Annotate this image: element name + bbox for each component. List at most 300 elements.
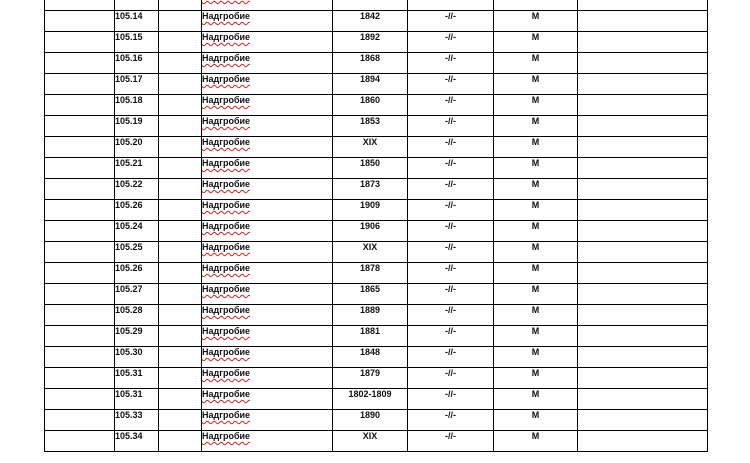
cell-ditto — [408, 410, 494, 431]
number-text: 105.20 — [115, 137, 143, 147]
cell-ditto — [408, 74, 494, 95]
table-row — [45, 368, 708, 389]
date-text: 1906 — [359, 221, 381, 231]
table-row — [45, 221, 708, 242]
cell-number — [115, 74, 159, 95]
cell-number — [115, 263, 159, 284]
cell-blank — [159, 74, 202, 95]
cell-blank — [578, 11, 708, 32]
category-text: М — [531, 221, 540, 231]
cell-number — [115, 368, 159, 389]
category-text: М — [531, 137, 540, 147]
cell-blank — [45, 242, 115, 263]
cell-date — [333, 137, 408, 158]
ditto-text: -//- — [445, 158, 456, 168]
ditto-text: -//- — [445, 95, 456, 105]
cell-category — [494, 221, 578, 242]
number-text: 105.26 — [115, 200, 143, 210]
date-text: 1879 — [359, 368, 381, 378]
cell-name — [202, 95, 333, 116]
table-row — [45, 410, 708, 431]
number-text: 105.33 — [115, 410, 143, 420]
cell-date — [333, 53, 408, 74]
cell-name — [202, 263, 333, 284]
cell-date — [333, 368, 408, 389]
cell-name — [202, 0, 333, 11]
cell-blank — [159, 179, 202, 200]
cell-number — [115, 200, 159, 221]
date-text: 1848 — [359, 347, 381, 357]
cell-date — [333, 11, 408, 32]
cell-category — [494, 200, 578, 221]
number-text: 105.15 — [115, 32, 143, 42]
category-text: М — [531, 410, 540, 420]
ditto-text: -//- — [445, 431, 456, 441]
cell-blank — [45, 431, 115, 452]
cell-name — [202, 368, 333, 389]
cell-blank — [159, 368, 202, 389]
cell-number — [115, 32, 159, 53]
cell-name — [202, 347, 333, 368]
date-text: 1850 — [359, 158, 381, 168]
cell-ditto — [408, 179, 494, 200]
date-text: 1909 — [359, 200, 381, 210]
ditto-text: -//- — [445, 137, 456, 147]
cell-ditto — [408, 53, 494, 74]
cell-date — [333, 221, 408, 242]
cell-number — [115, 179, 159, 200]
cell-blank — [45, 410, 115, 431]
cell-category — [494, 263, 578, 284]
name-text: Надгробие — [202, 137, 251, 147]
cell-category — [494, 326, 578, 347]
cell-blank — [578, 347, 708, 368]
cell-name — [202, 284, 333, 305]
ditto-text: -//- — [445, 368, 456, 378]
cell-ditto — [408, 221, 494, 242]
date-text: 1865 — [359, 284, 381, 294]
date-text: 1842 — [359, 11, 381, 21]
cell-date — [333, 179, 408, 200]
cell-blank — [578, 368, 708, 389]
category-text: М — [531, 347, 540, 357]
cell-name — [202, 326, 333, 347]
cell-name — [202, 32, 333, 53]
cell-blank — [45, 263, 115, 284]
table-row — [45, 263, 708, 284]
table-row — [45, 95, 708, 116]
cell-date — [333, 242, 408, 263]
cell-category — [494, 431, 578, 452]
cell-category — [494, 242, 578, 263]
cell-number — [115, 116, 159, 137]
date-text: 1868 — [359, 53, 381, 63]
cell-blank — [159, 116, 202, 137]
cell-blank — [159, 11, 202, 32]
number-text: 105.19 — [115, 116, 143, 126]
cell-blank — [45, 158, 115, 179]
date-text: 1802-1809 — [348, 389, 392, 399]
ditto-text: -//- — [445, 53, 456, 63]
cell-ditto — [408, 347, 494, 368]
cell-ditto — [408, 11, 494, 32]
cell-blank — [45, 95, 115, 116]
cell-date — [333, 116, 408, 137]
table-row — [45, 137, 708, 158]
cell-blank — [159, 410, 202, 431]
cell-blank — [159, 284, 202, 305]
cell-category — [494, 347, 578, 368]
cell-number — [115, 389, 159, 410]
number-text: 105.21 — [115, 158, 143, 168]
ditto-text: -//- — [445, 200, 456, 210]
cell-number — [115, 95, 159, 116]
table-row — [45, 242, 708, 263]
category-text: М — [531, 389, 540, 399]
cell-category — [494, 116, 578, 137]
name-text: Надгробие — [202, 431, 251, 441]
category-text: М — [531, 200, 540, 210]
cell-category — [494, 53, 578, 74]
table-row — [45, 200, 708, 221]
number-text: 105.31 — [115, 389, 143, 399]
cell-date — [333, 32, 408, 53]
name-text: Надгробие — [202, 305, 251, 315]
name-text: Надгробие — [202, 179, 251, 189]
cell-ditto — [408, 95, 494, 116]
cell-blank — [578, 32, 708, 53]
date-text: 1873 — [359, 179, 381, 189]
name-text: Надгробие — [202, 389, 251, 399]
name-text: Надгробие — [202, 11, 251, 21]
cell-blank — [578, 200, 708, 221]
number-text: 105.22 — [115, 179, 143, 189]
cell-blank — [578, 284, 708, 305]
cell-blank — [159, 263, 202, 284]
cell-name — [202, 410, 333, 431]
cell-blank — [578, 137, 708, 158]
number-text: 105.28 — [115, 305, 143, 315]
name-text: Надгробие — [202, 326, 251, 336]
cell-blank — [159, 389, 202, 410]
ditto-text: -//- — [445, 305, 456, 315]
number-text: 105.29 — [115, 326, 143, 336]
category-text: М — [531, 116, 540, 126]
cell-ditto — [408, 389, 494, 410]
cell-date — [333, 305, 408, 326]
name-text: Надгробие — [202, 95, 251, 105]
cell-number — [115, 326, 159, 347]
name-text: Надгробие — [202, 410, 251, 420]
cell-date — [333, 0, 408, 11]
cell-number — [115, 284, 159, 305]
cell-name — [202, 305, 333, 326]
table-row — [45, 326, 708, 347]
cell-blank — [578, 74, 708, 95]
table-row — [45, 284, 708, 305]
cell-blank — [578, 242, 708, 263]
date-text: 1889 — [359, 305, 381, 315]
number-text: 105.25 — [115, 242, 143, 252]
cell-ditto — [408, 32, 494, 53]
cell-number — [115, 53, 159, 74]
date-text: 1881 — [359, 326, 381, 336]
cell-ditto — [408, 116, 494, 137]
cell-blank — [578, 431, 708, 452]
cell-name — [202, 179, 333, 200]
date-text: 1892 — [359, 32, 381, 42]
date-text: 1878 — [359, 263, 381, 273]
cell-category — [494, 11, 578, 32]
cell-category — [494, 305, 578, 326]
cell-blank — [159, 431, 202, 452]
table-row-partial — [45, 0, 708, 11]
table-row — [45, 158, 708, 179]
cell-ditto — [408, 137, 494, 158]
cell-blank — [578, 95, 708, 116]
cell-blank — [578, 53, 708, 74]
cell-blank — [45, 284, 115, 305]
cell-blank — [159, 32, 202, 53]
cell-category — [494, 368, 578, 389]
number-text: 105.27 — [115, 284, 143, 294]
cell-number — [115, 137, 159, 158]
ditto-text: -//- — [445, 347, 456, 357]
name-text: Надгробие — [202, 284, 251, 294]
ditto-text: -//- — [445, 389, 456, 399]
date-text: 1894 — [359, 74, 381, 84]
cell-category — [494, 179, 578, 200]
date-text: 1890 — [359, 410, 381, 420]
date-text: XIX — [362, 431, 378, 441]
number-text: 105.31 — [115, 368, 143, 378]
cell-name — [202, 53, 333, 74]
cell-blank — [45, 32, 115, 53]
cell-blank — [45, 347, 115, 368]
cell-ditto — [408, 305, 494, 326]
ditto-text: -//- — [445, 326, 456, 336]
cell-blank — [45, 368, 115, 389]
monument-registry-table — [44, 0, 708, 452]
cell-blank — [578, 0, 708, 11]
table-body — [45, 0, 708, 452]
category-text: М — [531, 11, 540, 21]
cell-blank — [578, 326, 708, 347]
cell-blank — [159, 158, 202, 179]
cell-number — [115, 221, 159, 242]
ditto-text: -//- — [445, 221, 456, 231]
cell-date — [333, 410, 408, 431]
number-text: 105.16 — [115, 53, 143, 63]
cell-ditto — [408, 284, 494, 305]
ditto-text: -//- — [445, 242, 456, 252]
cell-category — [494, 74, 578, 95]
category-text: М — [531, 242, 540, 252]
cell-category — [494, 389, 578, 410]
cell-date — [333, 74, 408, 95]
category-text: М — [531, 53, 540, 63]
category-text: М — [531, 74, 540, 84]
cell-name — [202, 74, 333, 95]
category-text: М — [531, 326, 540, 336]
cell-blank — [159, 53, 202, 74]
ditto-text: -//- — [445, 32, 456, 42]
date-text: 1860 — [359, 95, 381, 105]
cell-name — [202, 389, 333, 410]
cell-date — [333, 326, 408, 347]
cell-name — [202, 431, 333, 452]
cell-number — [115, 410, 159, 431]
cell-number — [115, 158, 159, 179]
cell-name — [202, 242, 333, 263]
table-row — [45, 179, 708, 200]
number-text: 105.34 — [115, 431, 143, 441]
cell-blank — [45, 326, 115, 347]
cell-blank — [159, 242, 202, 263]
table-row — [45, 74, 708, 95]
cell-name — [202, 137, 333, 158]
cell-blank — [45, 74, 115, 95]
category-text: М — [531, 431, 540, 441]
cell-category — [494, 137, 578, 158]
cell-ditto — [408, 431, 494, 452]
name-text: Надгробие — [202, 221, 251, 231]
cell-blank — [578, 305, 708, 326]
cell-number — [115, 431, 159, 452]
cell-number — [115, 347, 159, 368]
number-text: 105.24 — [115, 221, 143, 231]
name-text: Надгробие — [202, 116, 251, 126]
ditto-text: -//- — [445, 116, 456, 126]
cell-category — [494, 32, 578, 53]
cell-date — [333, 158, 408, 179]
table-row — [45, 431, 708, 452]
cell-number — [115, 305, 159, 326]
cell-name — [202, 116, 333, 137]
cell-blank — [45, 221, 115, 242]
ditto-text: -//- — [445, 284, 456, 294]
number-text: 105.30 — [115, 347, 143, 357]
name-text: Надгробие — [202, 263, 251, 273]
ditto-text: -//- — [445, 11, 456, 21]
date-text: XIX — [362, 242, 378, 252]
cell-blank — [45, 389, 115, 410]
cell-date — [333, 389, 408, 410]
name-text: Надгробие — [202, 347, 251, 357]
cell-category — [494, 158, 578, 179]
cell-ditto — [408, 326, 494, 347]
name-text: Надгробие — [202, 158, 251, 168]
cell-name — [202, 158, 333, 179]
cell-date — [333, 95, 408, 116]
cell-blank — [159, 347, 202, 368]
cell-date — [333, 263, 408, 284]
number-text: 105.17 — [115, 74, 143, 84]
cell-blank — [45, 200, 115, 221]
ditto-text: -//- — [445, 179, 456, 189]
name-text: Надгробие — [202, 368, 251, 378]
cell-blank — [159, 200, 202, 221]
table-row — [45, 53, 708, 74]
cell-number — [115, 11, 159, 32]
cell-blank — [45, 0, 115, 11]
cell-date — [333, 200, 408, 221]
cell-blank — [578, 116, 708, 137]
category-text: М — [531, 179, 540, 189]
cell-number — [115, 242, 159, 263]
table-row — [45, 389, 708, 410]
number-text: 105.18 — [115, 95, 143, 105]
table-row — [45, 116, 708, 137]
cell-date — [333, 347, 408, 368]
cell-blank — [159, 0, 202, 11]
cell-blank — [159, 305, 202, 326]
cell-blank — [159, 221, 202, 242]
cell-blank — [45, 116, 115, 137]
category-text: М — [531, 158, 540, 168]
cell-ditto — [408, 368, 494, 389]
cell-name — [202, 221, 333, 242]
number-text: 105.26 — [115, 263, 143, 273]
cell-ditto — [408, 263, 494, 284]
cell-name — [202, 11, 333, 32]
cell-category — [494, 95, 578, 116]
table-row — [45, 305, 708, 326]
name-text: Надгробие — [202, 74, 251, 84]
category-text: М — [531, 305, 540, 315]
table-row — [45, 11, 708, 32]
cell-blank — [45, 11, 115, 32]
cell-date — [333, 431, 408, 452]
cell-blank — [45, 53, 115, 74]
category-text: М — [531, 284, 540, 294]
cell-category — [494, 284, 578, 305]
category-text: М — [531, 95, 540, 105]
cell-date — [333, 284, 408, 305]
cell-name — [202, 200, 333, 221]
category-text: М — [531, 368, 540, 378]
cell-blank — [159, 137, 202, 158]
cell-blank — [578, 179, 708, 200]
date-text: 1853 — [359, 116, 381, 126]
ditto-text: -//- — [445, 410, 456, 420]
cell-blank — [159, 326, 202, 347]
date-text: XIX — [362, 137, 378, 147]
category-text: М — [531, 32, 540, 42]
cell-blank — [578, 410, 708, 431]
name-text: Надгробие — [202, 200, 251, 210]
cell-blank — [578, 221, 708, 242]
cell-blank — [578, 389, 708, 410]
cell-category — [494, 0, 578, 11]
name-text: Надгробие — [202, 53, 251, 63]
ditto-text: -//- — [445, 74, 456, 84]
cell-number — [115, 0, 159, 11]
cell-blank — [578, 158, 708, 179]
table-row — [45, 347, 708, 368]
name-text: Надгробие — [202, 242, 251, 252]
cell-blank — [45, 137, 115, 158]
cell-blank — [45, 305, 115, 326]
cell-blank — [45, 179, 115, 200]
cell-ditto — [408, 200, 494, 221]
cell-ditto — [408, 0, 494, 11]
category-text: М — [531, 263, 540, 273]
table-row — [45, 32, 708, 53]
ditto-text: -//- — [445, 263, 456, 273]
cell-ditto — [408, 242, 494, 263]
cell-ditto — [408, 158, 494, 179]
